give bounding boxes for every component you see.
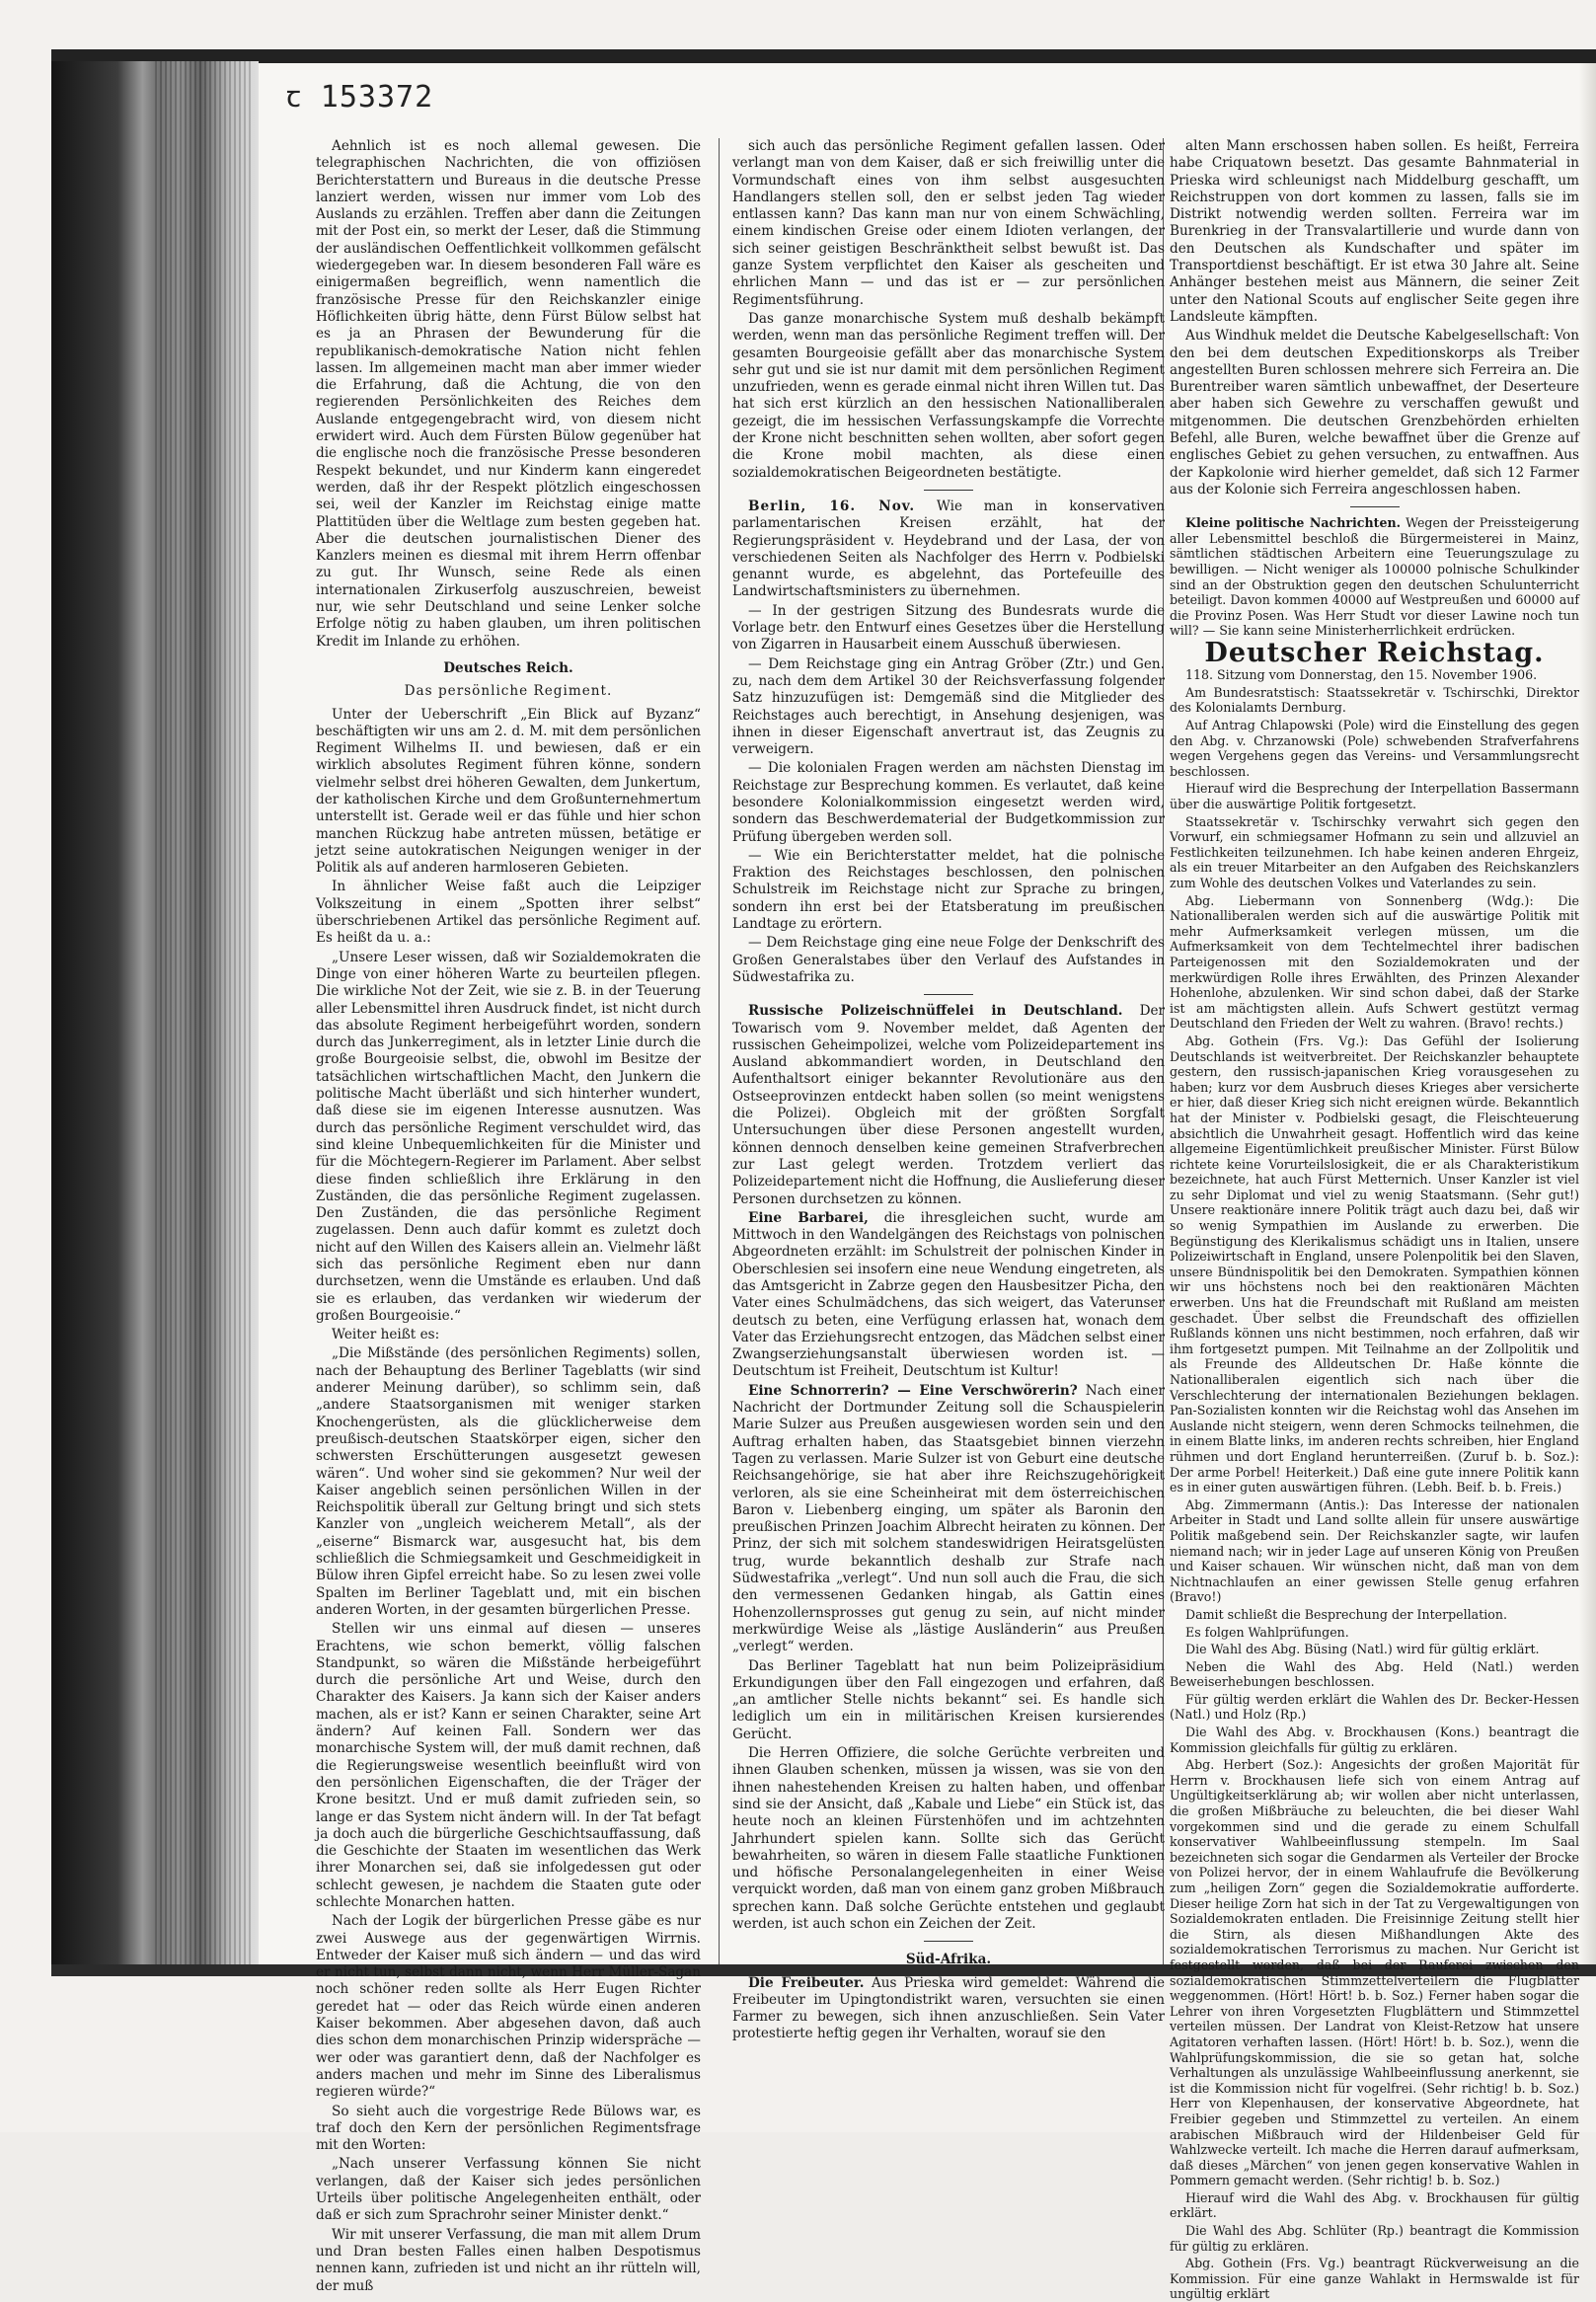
- news-text: Aus Prieska wird gemeldet: Während die Freibeuter im Upingtondistrikt waren, versuchten sie einen Farmer zu bewegen, sich ihnen anzuschließen. Sein Vater protestierte heftig gegen ihr Verhalten, worauf sie den: [732, 1974, 1165, 2042]
- item-headline: Eine Barbarei,: [748, 1209, 869, 1226]
- column-1: [316, 138, 701, 2294]
- paragraph: Die Wahl des Abg. Büsing (Natl.) wird für gültig erklärt.: [1185, 1642, 1540, 1657]
- session-line: 118. Sitzung vom Donnerstag, den 15. November 1906.: [1185, 667, 1538, 683]
- news-text: die ihresgleichen sucht, wurde am Mittwoch in den Wandelgängen des Reichstags von polnischen Abgeordneten erzählt: im Schulstreit der polnischen Kinder in Oberschlesien sei insofern eine neue Wendung eingetreten, als das Amtsgericht in Zabrze gegen den Hausbesitzer Picha, den Vater eines Schulmädchens, das sich weigert, das Vaterunser deutsch zu beten, eine Verfügung erlassen hat, wonach dem Vater das Erziehungsrecht entzogen, das Mädchen selbst einer Zwangserziehungsanstalt überwiesen worden ist. — Deutschtum ist Freiheit, Deutschtum ist Kultur!: [732, 1209, 1165, 1380]
- column-3: [1170, 138, 1579, 2302]
- column-separator: [719, 138, 720, 1964]
- news-item: — Dem Reichstage ging eine neue Folge der Denkschrift des Großen Generalstabes über den Verlauf des Aufstandes in Südwestafrika zu.: [732, 935, 1165, 985]
- news-text: Nach einer Nachricht der Dortmunder Zeitung soll die Schauspielerin Marie Sulzer aus Preußen ausgewiesen worden sein und den Auftrag erhalten haben, das Staatsgebiet binnen vierzehn Tagen zu verlassen. Marie Sulzer ist von Geburt eine deutsche Reichsangehörige, sie hat aber ihre Reichszugehörigkeit verloren, als sie eine Scheinheirat mit dem österreichischen Baron v. Liebenberg einging, um später als Baronin den preußischen Prinzen Joachim Albrecht heiraten zu können. Der Prinz, der sich mit solchem standeswidrigen Heiratsgelüsten trug, wurde bekanntlich deshalb zur Strafe nach Südwestafrika „verlegt“. Und nun soll auch die Frau, die sich den vermessenen Gedanken hingab, als Gattin eines Hohenzollernsprosses gut genug zu sein, auf nicht minder merkwürdige Weise als „lästige Ausländerin“ aus Preußen „verlegt“ werden.: [732, 1382, 1166, 1655]
- paragraph: Es folgen Wahlprüfungen.: [1185, 1624, 1349, 1640]
- quote-paragraph: Nach der Logik der bürgerlichen Presse gäbe es nur zwei Auswege aus der gegenwärtigen Wirrnis. Entweder der Kaiser muß sich ändern — und das wird er nicht tun, selbst dann nicht, wenn Herr Müller-Sagan noch schöner reden sollte als Herr Eugen Richter geredet hat — oder das Reich würde einen anderen Kaiser bekommen. Aber abgesehen davon, daß auch dies schon dem monarchischen Prinzip widerspräche — wer oder was garantiert denn, daß der Nachfolger es anders machen und mehr im Sinne des Liberalismus regieren würde?“: [316, 1913, 701, 2101]
- paragraph: Aehnlich ist es noch allemal gewesen. Die telegraphischen Nachrichten, die von offiziösen Berichterstattern und Bureaus in die deutsche Presse lanziert werden, wissen nur immer vom Lob des Auslands zu erzählen. Treffen aber dann die Zeitungen mit der Post ein, so merkt der Leser, daß die Stimmung der ausländischen Oeffentlichkeit vollkommen gefälscht wiedergegeben war. In diesem besonderen Fall wäre es einigermaßen begreiflich, wenn namentlich die französische Presse für den Reichskanzler einige Höflichkeiten übrig hätte, denn Fürst Bülow selbst hat es ja an Phrasen der Bewunderung für die republikanisch-demokratische Nation nicht fehlen lassen. Im allgemeinen macht man aber immer wieder die Erfahrung, daß die Achtung, die von den regierenden Persönlichkeiten des Reiches dem Auslande entgegengebracht wird, von diesem nicht erwidert wird. Auch dem Fürsten Bülow gegenüber hat die englische noch die französische Presse besonderen Respekt bekundet, und nur Kinderm kann eingeredet werden, daß ihr der Respekt plötzlich eingeschossen sei, weil der Kanzler im Reichstag einige matte Plattitüden über die Weltlage zum besten gegeben hat. Aber die deutschen journalistischen Diener des Kanzlers meinen es diesmal mit ihrem Herrn offenbar zu gut. Ihr Wunsch, seine Rede als einen internationalen Zirkuserfolg auszuschreien, beweist nur, wie sehr Deutschland und seine Lenker solche Erfolge nötig zu haben glauben, um ihren politischen Kredit im Inlande zu erhöhen.: [316, 138, 701, 650]
- paragraph: Die Wahl des Abg. Schlüter (Rp.) beantragt die Kommission für gültig zu erklären.: [1170, 2223, 1579, 2254]
- binding-edge-pages: [155, 61, 254, 1966]
- paragraph: Hierauf wird die Besprechung der Interpellation Bassermann über die auswärtige Politik fortgesetzt.: [1170, 781, 1579, 812]
- paragraph: Weiter heißt es:: [332, 1327, 440, 1343]
- news-item: [732, 1210, 1165, 1381]
- paragraph: In ähnlicher Weise faßt auch die Leipziger Volkszeitung in einem „Spotten ihrer selbst“ überschriebenen Artikel das persönliche Regiment auf. Es heißt da u. a.:: [316, 879, 701, 947]
- news-item: [732, 1003, 1165, 1208]
- paragraph: Hierauf wird die Wahl des Abg. v. Brockhausen für gültig erklärt.: [1170, 2189, 1579, 2221]
- divider: [1350, 506, 1400, 507]
- news-text: Der Towarisch vom 9. November meldet, daß Agenten der russischen Geheimpolizei, welche vom Polizeidepartement ins Ausland abkommandiert worden, in Deutschland den Aufenthaltsort einiger bekannter Revolutionäre aus den Ostseeprovinzen entdeckt haben sollen (so meint wenigstens die Polizei). Obgleich mit der größten Sorgfalt Untersuchungen über diese Personen angestellt wurden, können dennoch denselben keine gemeinen Strafverbrechen zur Last gelegt werden. Trotzdem verliert das Polizeidepartement nicht die Hoffnung, die Auslieferung dieser Personen durchsetzen zu können.: [732, 1003, 1166, 1207]
- quote-paragraph: „Die Mißstände (des persönlichen Regiments) sollen, nach der Behauptung des Berliner Tageblatts (wir sind anderer Meinung darüber), so schlimm sein, daß „andere Staatsorganismen mit weniger starken Knochengerüsten, als die glücklicherweise dem preußisch-deutschen Staatskörper eigen, sicher den schwersten Erschütterungen ausgesetzt gewesen wären“. Und woher sind sie gekommen? Nur weil der Kaiser angeblich seinen persönlichen Willen in der Reichspolitik überall zur Geltung bringt und sich stets Kanzler von „ungleich weicherem Metall“, als der „eiserne“ Bismarck war, ausgesucht hat, bis dem schließlich die Schmiegsamkeit und Geschmeidigkeit in Bülow ihren Gipfel erreicht habe. So zu lesen zwei volle Spalten im Berliner Tageblatt und, mit ein bischen anderen Worten, in der gesamten bürgerlichen Presse.: [316, 1345, 701, 1618]
- news-item: — In der gestrigen Sitzung des Bundesrats wurde die Vorlage betr. den Entwurf eines Gesetzes über die Herstellung von Zigarren in Hausarbeit einem Ausschuß überwiesen.: [732, 602, 1165, 653]
- section-masthead: Deutscher Reichstag.: [1204, 637, 1545, 668]
- news-item: — Die kolonialen Fragen werden am nächsten Dienstag im Reichstage zur Besprechung kommen. Es verlautet, daß keine besondere Kolonialkommission eingesetzt werden wird, sondern das Beschwerdematerial der Budgetkommission zur Prüfung übergeben werden soll.: [732, 760, 1165, 845]
- news-item: [732, 499, 1165, 601]
- news-item: [732, 1975, 1165, 2043]
- news-text: Wie man in konservativen parlamentarischen Kreisen erzählt, hat der Regierungspräsident v. Heydebrand und der Lasa, der von verschiedenen Seiten als Nachfolger des Herrn v. Podbielski genannt wurde, es abgelehnt, das Portefeuille des Landwirtschaftsministers zu übernehmen.: [732, 498, 1166, 600]
- paragraph: Wir mit unserer Verfassung, die man mit allem Drum und Dran besten Falles einen halben Despotismus nennen kann, zufrieden ist und nicht an ihr rütteln will, der muß: [316, 2226, 701, 2294]
- news-item: — Dem Reichstage ging ein Antrag Gröber (Ztr.) und Gen. zu, nach dem dem Artikel 30 der Reichsverfassung folgender Satz hinzuzufügen ist: Demgemäß sind die Mitglieder des Reichstages auch berechtigt, in Ansehung desjenigen, was ihnen in dieser Eigenschaft anvertraut ist, das Zeugnis zu verweigern.: [732, 655, 1165, 758]
- quote-paragraph: „Nach unserer Verfassung können Sie nicht verlangen, daß der Kaiser sich jedes persönlichen Urteils über politische Angelegenheiten enthält, oder daß er sich zum Sprachrohr seiner Minister denkt.“: [316, 2156, 701, 2224]
- quote-paragraph: Stellen wir uns einmal auf diesen — unseres Erachtens, wie schon bemerkt, völlig falschen Standpunkt, so wären die Mißstände herbeigeführt durch die persönliche Art und Weise, durch den Charakter des Kaisers. Ja kann sich der Kaiser anders machen, als er ist? Kann er seinen Charakter, seine Art ändern? Auf keinen Fall. Sondern wer das monarchische System will, der muß damit rechnen, daß die Regierungsweise wesentlich beeinflußt wird von den persönlichen Eigenschaften, die der Träger der Krone besitzt. Und er muß damit zufrieden sein, so lange er das System nicht ändern will. In der Tat befagt ja doch auch die bürgerliche Geschichtsauffassung, daß die Geschichte der Staaten im wesentlichen das Werk ihrer Monarchen sei, daß sie infolgedessen gut oder schlecht gewesen, je nachdem die Staaten gute oder schlechte Monarchen hatten.: [316, 1621, 701, 1910]
- paragraph: sich auch das persönliche Regiment gefallen lassen. Oder verlangt man von dem Kaiser, daß er sich freiwillig unter die Vormundschaft eines von ihm selbst ausgesuchten Handlangers stellen soll, den er selbst jeden Tag wieder entlassen kann? Das kann man nur von einem Schwächling, einem kindischen Greise oder einem Idioten verlangen, der sich seiner geistigen Beschränktheit selbst bewußt ist. Das ganze System verpflichtet den Kaiser als gescheiten und ehrlichen Mann — und das ist er — zur persönlichen Regimentsführung.: [732, 138, 1165, 308]
- paragraph: Abg. Gothein (Frs. Vg.) beantragt Rückverweisung an die Kommission. Für eine ganze Wahlakt in Hermswalde ist für ungültig erklärt: [1170, 2256, 1579, 2302]
- section-heading: Süd-Afrika.: [905, 1952, 992, 1968]
- paragraph: Damit schließt die Besprechung der Interpellation.: [1185, 1606, 1507, 1622]
- section-heading: Deutsches Reich.: [443, 659, 573, 676]
- news-item: [732, 1383, 1165, 1656]
- item-headline: Kleine politische Nachrichten.: [1185, 515, 1401, 531]
- paragraph: alten Mann erschossen haben sollen. Es heißt, Ferreira habe Criquatown besetzt. Das gesamte Bahnmaterial in Prieska wird schleunigst nach Middelburg geschafft, um Reichstruppen von dort kommen zu lassen, falls sie im Distrikt notwendig werden sollten. Ferreira war im Burenkrieg in der Transvalartillerie und wurde dann von den Deutschen als Kundschafter und später im Transportdienst beschäftigt. Er ist etwa 30 Jahre alt. Seine Anhänger bestehen meist aus Männern, die seiner Zeit unter den National Scouts auf englischer Seite gegen ihre Landsleute kämpften.: [1170, 138, 1579, 325]
- paragraph: Am Bundesratstisch: Staatssekretär v. Tschirschki, Direktor des Kolonialamts Dernburg.: [1170, 684, 1579, 716]
- scan-top-edge: [51, 49, 1596, 63]
- divider: [924, 1941, 973, 1942]
- quote-paragraph: „Unsere Leser wissen, daß wir Sozialdemokraten die Dinge von einer höheren Warte zu beurteilen pflegen. Die wirkliche Not der Zeit, wie sie z. B. in der Teuerung aller Lebensmittel ihren Ausdruck findet, ist nicht durch das absolute Regiment herbeigeführt worden, sondern durch das Junkerregiment, als in letzter Linie durch die große Bourgeoisie selbst, die, obwohl im Besitze der tatsächlichen wirtschaftlichen Macht, den Junkern die politische Macht überläßt und sich hinterher wundert, daß diese sie im eigenen Interesse ausnutzen. Was durch das persönliche Regiment verschuldet wird, das sind kleine Unbequemlichkeiten für die Minister und für die Möchtegern-Regierer im Parlament. Aber selbst diese finden schließlich ihre Erklärung in den Zuständen, die das persönliche Regiment zugelassen. Den Zuständen, die das persönliche Regiment zugelassen. Denn auch dafür kommt es zuletzt doch nicht auf den Willen des Kaisers allein an. Vielmehr läßt sich das persönliche Regiment eben nur dann durchsetzen, wenn die Umstände es erlauben. Und daß sie es erlauben, das verdanken wir wiederum der großen Bourgeoisie.“: [316, 949, 701, 1324]
- paragraph: Die Wahl des Abg. v. Brockhausen (Kons.) beantragt die Kommission gleichfalls für gültig zu erklären.: [1170, 1725, 1579, 1755]
- paragraph: Die Herren Offiziere, die solche Gerüchte verbreiten und ihnen Glauben schenken, müssen ja wissen, was sie von den ihnen nahestehenden Kreisen zu halten haben, und offenbar sind sie der Ansicht, daß „Kabale und Liebe“ ein Stück ist, das heute noch an kleinen Fürstenhöfen und im achtzehnten Jahrhundert spielen kann. Sollte sich das Gerücht bewahrheiten, so wären in diesem Falle staatliche Funktionen und höfische Personalangelegenheiten in einer Weise verquickt worden, daß man von einem ganz groben Mißbrauch sprechen kann. Daß solche Gerüchte entstehen und geglaubt werden, ist auch schon ein Zeichen der Zeit.: [732, 1745, 1165, 1932]
- paragraph: Abg. Gothein (Frs. Vg.): Das Gefühl der Isolierung Deutschlands ist weitverbreitet. Der Reichskanzler behauptete gestern, den russisch-japanischen Krieg vorausgesehen zu haben; kurz vor dem Ausbruch dieses Krieges aber versicherte er hier, daß dieser Krieg sich nicht ereignen würde. Bekanntlich hat der Minister v. Podbielski gesagt, die Fleischteuerung absichtlich die Unwahrheit gesagt. Hoffentlich wird das keine allgemeine Eigentümlichkeit preußischer Minister. Fürst Bülow richtete keine Vorurteilslosigkeit, die er als Charakteristikum bezeichnete, hat auch Fürst Metternich. Unser Kanzler ist viel zu sehr Diplomat und viel zu wenig Staatsmann. (Sehr gut!) Unsere reaktionäre innere Politik trägt auch dazu bei, daß wir so wenig Sympathien im Auslande zu erwerben. Die Begünstigung des Klerikalismus schädigt uns in Italien, unsere Polizeiwirtschaft in England, unsere Polenpolitik bei den Slaven, unsere Bündnispolitik bei den Demokraten. Sympathien können wir uns höchstens noch bei den reaktionären Mächten erwerben. Uns hat die Freundschaft mit Rußland am meisten geschadet. Über selbst die Freundschaft des offiziellen Rußlands können uns nicht bestimmen, noch erfahren, daß wir ihm fortgesetzt pumpen. Mit Teilnahme an der Zollpolitik und als Freunde des Alldeutschen Dr. Haße könnte die Nationalliberalen eigentlich sich nach über die Verschlechterung der internationalen Beziehungen beklagen. Pan-Sozialisten konnten wir die Reichstag wohl das Ansehen im Auslande nicht steigern, wenn deren Schmocks teilnehmen, die in einem Blatte links, im anderen rechts schreiben, hier England rühmen und dort England herunterreißen. (Zuruf b. b. Soz.): Der arme Porbel! Heiterkeit.) Daß eine gute innere Politik kann es in einer guten auswärtigen führen. (Lebh. Beif. b. b. Freis.): [1170, 1033, 1579, 1496]
- news-item: — Wie ein Berichterstatter meldet, hat die polnische Fraktion des Reichstages beschlossen, den polnischen Schulstreik im Reichstage nicht zur Sprache zu bringen, sondern ihn erst bei der Etatsberatung im preußischen Landtage zu erörtern.: [732, 847, 1165, 933]
- column-2: [732, 138, 1166, 2042]
- paragraph: Neben die Wahl des Abg. Held (Natl.) werden Beweiserhebungen beschlossen.: [1170, 1658, 1579, 1690]
- paragraph: Das ganze monarchische System muß deshalb bekämpft werden, wenn man das persönliche Regiment treffen will. Der gesamten Bourgeoisie gefällt aber das monarchische System sehr gut und sie ist nur damit mit dem persönlichen Regiment unzufrieden, wenn es gerade einmal nicht ihren Willen tut. Das hat sich erst kürzlich an den hessischen Nationalliberalen gezeigt, die im hessischen Verfassungskampfe die Vorrechte der Krone nicht beschnitten sehen wollten, aber sofort gegen die Krone mobil machten, als diese einen sozialdemokratischen Beigeordneten bestätigte.: [732, 310, 1165, 481]
- dateline: Berlin, 16. Nov.: [748, 498, 916, 514]
- news-text: Wegen der Preissteigerung aller Lebensmittel beschloß die Bürgermeisterei in Mainz, sämtlichen städtischen Arbeitern eine Teuerungszulage zu bewilligen. — Nicht weniger als 100000 polnische Schulkinder sind an der Obstruktion gegen den deutschen Schulunterricht beteiligt. Davon kommen 40000 auf Westpreußen und 60000 auf die Provinz Posen. Was Herr Studt vor dieser Lawine noch tun will? — Sie kann seine Ministerherrlichkeit erdrücken.: [1170, 515, 1579, 639]
- paragraph: Abg. Herbert (Soz.): Angesichts der großen Majorität für Herrn v. Brockhausen liefe sich von einem Antrag auf Ungültigkeitserklärung ab; wir wollen aber nicht unterlassen, die großen Mißbräuche zu beleuchten, die bei dieser Wahl vorgekommen sind und die gerade zu einem Schulfall konservativer Wahlbeeinflussung stempeln. Im Saal bezeichneten sich sogar die Gendarmen als Verteiler der Brocke von Polizei hervor, der in einem Wahlaufrufe die Bevölkerung zum „heiligen Zorn“ gegen die Sozialdemokratie aufforderte. Dieser heilige Zorn hat sich in der Tat zu Vergewaltigungen von Sozialdemokraten entladen. Die Freisinnige Zeitung stellt hier die Stirn, als diesen Mißhandlungen Akte des sozialdemokratischen Terrorismus zu machen. Nur Gericht ist festgestellt worden, daß bei der Rauferei zwischen den sozialdemokratischen Stimmzettelverteilern die Flugblätter weggenommen. (Hört! Hört! b. b. Soz.) Ferner haben sogar die Lehrer von ihren Vorgesetzten Flugblättern und Stimmzettel verteilen müssen. Der Landrat von Kleist-Retzow hat unsere Agitatoren verhaften lassen. (Hört! Hört! b. b. Soz.), wenn die Wahlprüfungskommission, die sie so getan hat, solche Verhaltungen als unzulässige Wahlbeeinflussung anerkennt, sie ist die Kommission nicht für vogelfrei. (Sehr richtig! b. b. Soz.) Herr von Klepenhausen, der konservative Abgeordnete, hat Freibier gegeben und Stimmzettel zu verteilen. An einem arabischen Mißbrauch wird der Hildenbeiser Geld für Wahlzwecke verteilt. Ich mache die Herren darauf aufmerksam, daß dieses „Märchen“ von jenen gegen konservative Wahlen in Pommern gemacht werden. (Sehr richtig! b. b. Soz.): [1170, 1757, 1579, 2188]
- paragraph: Aus Windhuk meldet die Deutsche Kabelgesellschaft: Von den bei dem deutschen Expeditionskorps als Treiber angestellten Buren schlossen mehrere sich Ferreira an. Die Burentreiber waren sämtlich unbewaffnet, der Deserteure aber haben sich Gewehre zu verschaffen gewußt und mitgenommen. Die deutschen Grenzbehörden erhielten Befehl, alle Buren, welche bewaffnet über die Grenze auf englisches Gebiet zu gehen versuchen, zu entwaffnen. Aus der Kapkolonie wird hierher gemeldet, daß sich 12 Farmer aus der Kolonie sich Ferreira angeschlossen haben.: [1170, 328, 1579, 498]
- item-headline: Eine Schnorrerin? — Eine Verschwörerin?: [748, 1382, 1078, 1399]
- paragraph: Abg. Zimmermann (Antis.): Das Interesse der nationalen Arbeiter in Stadt und Land sollte allein für unsere auswärtige Politik maßgebend sein. Der Reichskanzler sagte, wir laufen niemand nach; wir in jeder Lage auf unseren König von Preußen und Kaiser schauen. Wir wünschen nicht, daß man von dem Nichtnachlaufen an einer gewissen Stelle genug erfahren (Bravo!): [1170, 1496, 1579, 1605]
- divider: [924, 490, 973, 491]
- item-headline: Russische Polizeischnüffelei in Deutschland.: [748, 1003, 1123, 1020]
- article-title: Das persönliche Regiment.: [404, 683, 613, 700]
- paragraph: Für gültig werden erklärt die Wahlen des Dr. Becker-Hessen (Natl.) und Holz (Rp.): [1170, 1691, 1579, 1723]
- paragraph: So sieht auch die vorgestrige Rede Bülows war, es traf doch den Kern der persönlichen Regimentsfrage mit den Worten:: [316, 2103, 701, 2154]
- paragraph: Unter der Ueberschrift „Ein Blick auf Byzanz“ beschäftigten wir uns am 2. d. M. mit dem persönlichen Regiment Wilhelms II. und bewiesen, daß er ein wirklich absolutes Regiment führen könne, sondern vielmehr selbst drei höheren Gewalten, dem Junkertum, der katholischen Kirche und dem Großunternehmertum unterstellt ist. Gerade weil er das fühle und hier schon manchen Rückzug habe antreten müssen, betätige er jetzt seine autokratischen Neigungen weniger in der Politik als auf anderen harmloseren Gebieten.: [316, 706, 701, 877]
- paragraph: Staatssekretär v. Tschirschky verwahrt sich gegen den Vorwurf, ein schmiegsamer Hofmann zu sein und allzuviel an Festlichkeiten teilzunehmen. Ich habe keinen anderen Ehrgeiz, als ein treuer Mitarbeiter an den Aufgaben des Reichskanzlers zum Wohle des deutschen Volkes und Vaterlandes zu sein.: [1170, 813, 1579, 890]
- item-headline: Die Freibeuter.: [748, 1974, 865, 1991]
- book-binding: [51, 61, 259, 1966]
- paragraph: Auf Antrag Chlapowski (Pole) wird die Einstellung des gegen den Abg. v. Chrzanowski (Pole) schwebenden Strafverfahrens wegen Vergehens gegen das Vereins- und Versammlungsrecht beschlossen.: [1170, 718, 1579, 779]
- paragraph: Abg. Liebermann von Sonnenberg (Wdg.): Die Nationalliberalen werden sich auf die auswärtige Politik mit mehr Aufmerksamkeit verlegen müssen, um die Aufmerksamkeit von dem Techtelmechtel ihrer badischen Parteigenossen mit den Sozialdemokraten und der merkwürdigen Rolle ihres Erwählten, des Prinzen Alexander Hohenlohe, abzulenken. Wir sind schon dabei, daß der Starke ist am mächtigsten allein. Aufs Schwert gestützt vermag Deutschland den Frieden der Welt zu wahren. (Bravo! rechts.): [1170, 892, 1579, 1032]
- news-item: [1170, 515, 1579, 639]
- divider: [924, 994, 973, 995]
- page-number-stamp: ꞇ 153372: [286, 80, 434, 115]
- page-right-edge: [1579, 63, 1596, 1964]
- paragraph: Das Berliner Tageblatt hat nun beim Polizeipräsidium Erkundigungen über den Fall eingezogen und erfahren, daß „an amtlicher Stelle nichts bekannt“ sei. Es handle sich lediglich um ein in militärischen Kreisen kursierendes Gerücht.: [732, 1657, 1165, 1742]
